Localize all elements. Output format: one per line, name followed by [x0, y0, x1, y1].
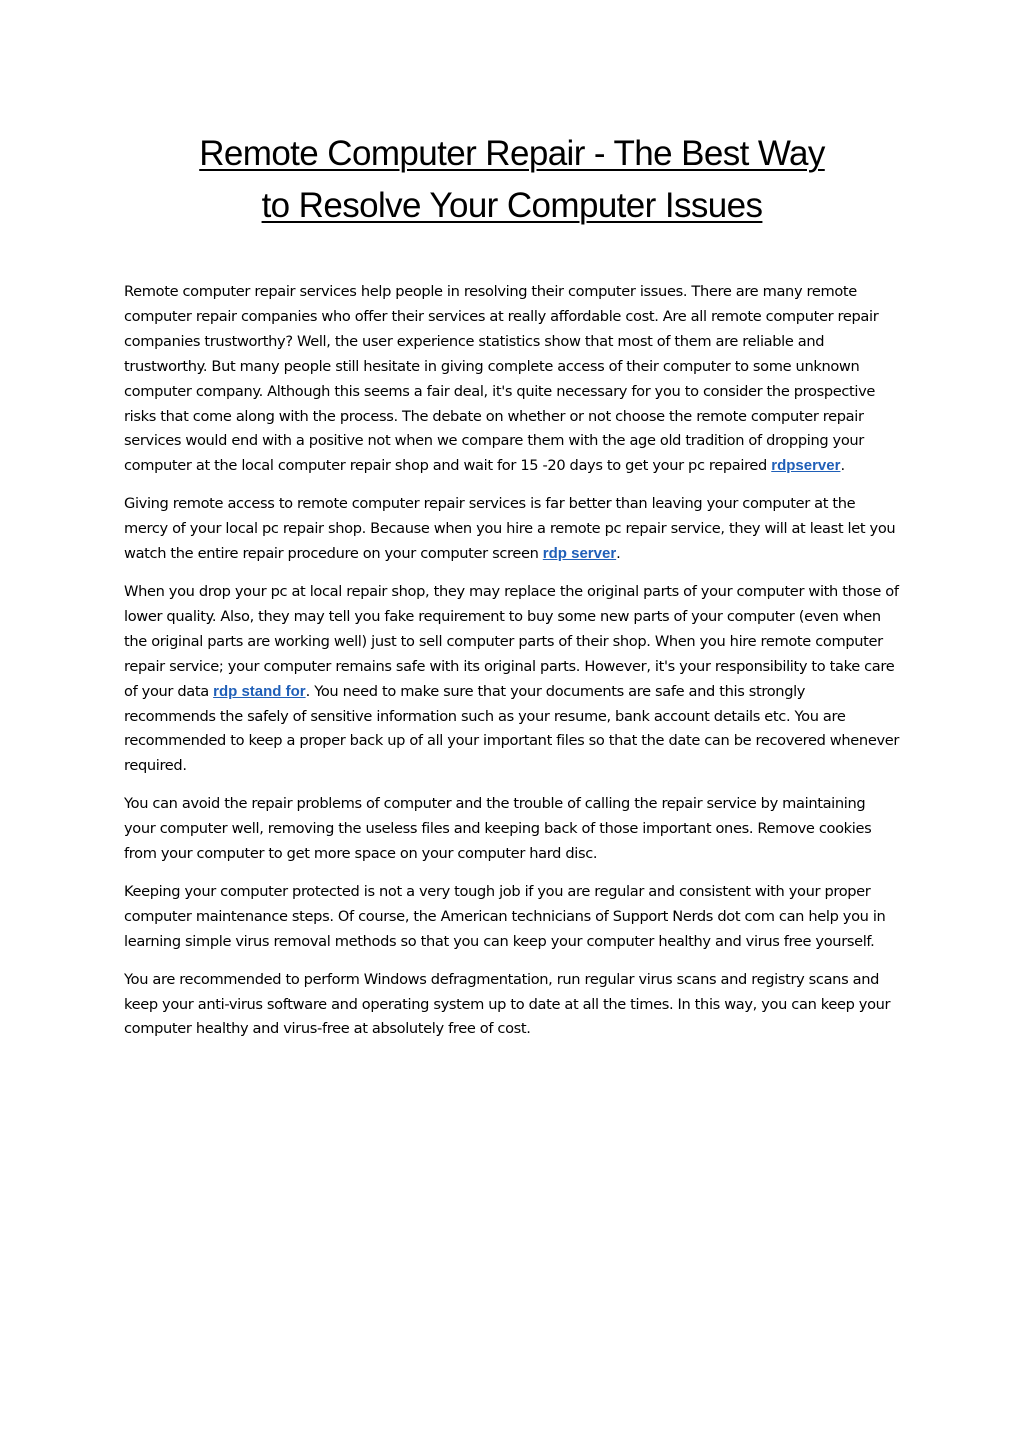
rdp-server-link[interactable]: rdp server [542, 545, 617, 563]
paragraph-text: When you drop your pc at local repair shop, they may replace the original parts of your computer with those of lower quality. Also, they may tell you fake requirement to buy some new parts of your computer (even when the original parts are working well) just to sell computer parts of their shop. When you hire remote computer repair service; your computer remains safe with its original parts. However, it's your responsibility to take care of your data [124, 582, 899, 700]
rdp-stand-for-link[interactable]: rdp stand for [213, 682, 306, 700]
rdpserver-link[interactable]: rdpserver [771, 457, 841, 475]
title-line-2: to Resolve Your Computer Issues [261, 186, 763, 225]
paragraph-2 [124, 492, 900, 567]
title-line-1: Remote Computer Repair - The Best Way [199, 134, 825, 173]
paragraph-text: Remote computer repair services help people in resolving their computer issues. There are many remote computer repair companies who offer their services at really affordable cost. Are all remote computer repair companies trustworthy? Well, the user experience statistics show that most of them are reliable and trustworthy. But many people still hesitate in giving complete access of their computer to some unknown computer company. Although this seems a fair deal, it's quite necessary for you to consider the prospective risks that come along with the process. The debate on whether or not choose the remote computer repair services would end with a positive not when we compare them with the age old tradition of dropping your computer at the local computer repair shop and wait for 15 -20 days to get your pc repaired [124, 283, 879, 475]
paragraph-5: Keeping your computer protected is not a very tough job if you are regular and consistent with your proper computer maintenance steps. Of course, the American technicians of Support Nerds dot com can help you in learning simple virus removal methods so that you can keep your computer healthy and virus free yourself. [124, 882, 886, 950]
paragraph-4: You can avoid the repair problems of computer and the trouble of calling the repair service by maintaining your computer well, removing the useless files and keeping back of those important ones. Remove cookies from your computer to get more space on your computer hard disc. [124, 795, 872, 863]
document-title [124, 128, 900, 232]
paragraph-3 [124, 580, 900, 779]
paragraph-text: . [616, 545, 621, 563]
paragraph-text: . [840, 457, 845, 475]
paragraph-text: . You need to make sure that your documents are safe and this strongly recommends the safely of sensitive information such as your resume, bank account details etc. You are recommended to keep a proper back up of all your important files so that the date can be recovered whenever required. [124, 682, 900, 775]
paragraph-1 [124, 280, 900, 479]
document-body [124, 280, 900, 1055]
paragraph-6: You are recommended to perform Windows defragmentation, run regular virus scans and registry scans and keep your anti-virus software and operating system up to date at all the times. In this way, you can keep your computer healthy and virus-free at absolutely free of cost. [124, 970, 891, 1038]
paragraph-text: Giving remote access to remote computer repair services is far better than leaving your computer at the mercy of your local pc repair shop. Because when you hire a remote pc repair service, they will at least let you watch the entire repair procedure on your computer screen [124, 495, 896, 563]
